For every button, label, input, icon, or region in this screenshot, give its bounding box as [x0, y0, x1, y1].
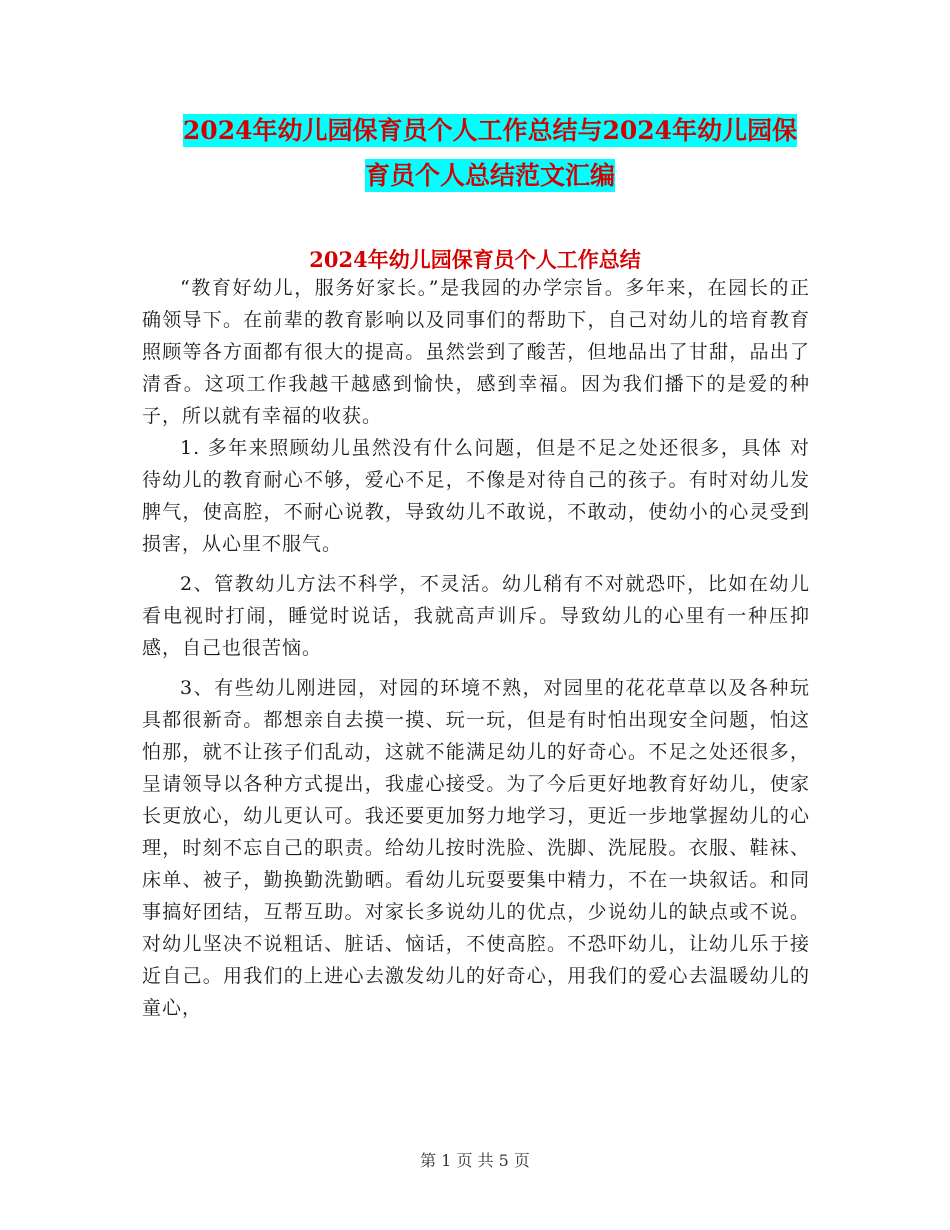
document-title	[140, 108, 840, 198]
document-title-line-1: 2024年幼儿园保育员个人工作总结与2024年幼儿园保	[182, 116, 798, 145]
paragraph: 1. 多年来照顾幼儿虽然没有什么问题，但是不足之处还很多，具体 对待幼儿的教育耐心不够，爱心不足，不像是对待自己的孩子。有时对幼儿发脾气，使高腔，不耐心说教，导致幼儿不敢说，不敢动，使幼小的心灵受到损害，从心里不服气。	[142, 437, 810, 555]
page-footer: 第 1 页 共 5 页	[420, 1151, 530, 1170]
paragraph: 3、有些幼儿刚进园，对园的环境不熟，对园里的花花草草以及各种玩具都很新奇。都想亲自去摸一摸、玩一玩，但是有时怕出现安全问题，怕这怕那，就不让孩子们乱动，这就不能满足幼儿的好奇心。不足之处还很多，呈请领导以各种方式提出，我虚心接受。为了今后更好地教育好幼儿，使家长更放心，幼儿更认可。我还要更加努力地学习，更近一步地掌握幼儿的心理，时刻不忘自己的职责。给幼儿按时洗脸、洗脚、洗屁股。衣服、鞋袜、床单、被子，勤换勤洗勤晒。看幼儿玩耍要集中精力，不在一块叙话。和同事搞好团结，互帮互助。对家长多说幼儿的优点，少说幼儿的缺点或不说。对幼儿坚决不说粗话、脏话、恼话，不使高腔。不恐吓幼儿，让幼儿乐于接近自己。用我们的上进心去激发幼儿的好奇心，用我们的爱心去温暖幼儿的童心，	[142, 677, 810, 1019]
document-title-line-2: 育员个人总结范文汇编	[364, 161, 615, 190]
section-title: 2024年幼儿园保育员个人工作总结	[309, 247, 641, 272]
paragraph: “教育好幼儿，服务好家长。”是我园的办学宗旨。多年来，在园长的正确领导下。在前辈的教育影响以及同事们的帮助下，自己对幼儿的培育教育照顾等各方面都有很大的提高。虽然尝到了酸苦，但地品出了甘甜，品出了清香。这项工作我越干越感到愉快，感到幸福。因为我们播下的是爱的种子，所以就有幸福的收获。	[142, 277, 810, 427]
document-body	[142, 272, 810, 1024]
paragraph: 2、管教幼儿方法不科学，不灵活。幼儿稍有不对就恐吓，比如在幼儿看电视时打闹，睡觉时说话，我就高声训斥。导致幼儿的心里有一种压抑感，自己也很苦恼。	[142, 573, 810, 659]
